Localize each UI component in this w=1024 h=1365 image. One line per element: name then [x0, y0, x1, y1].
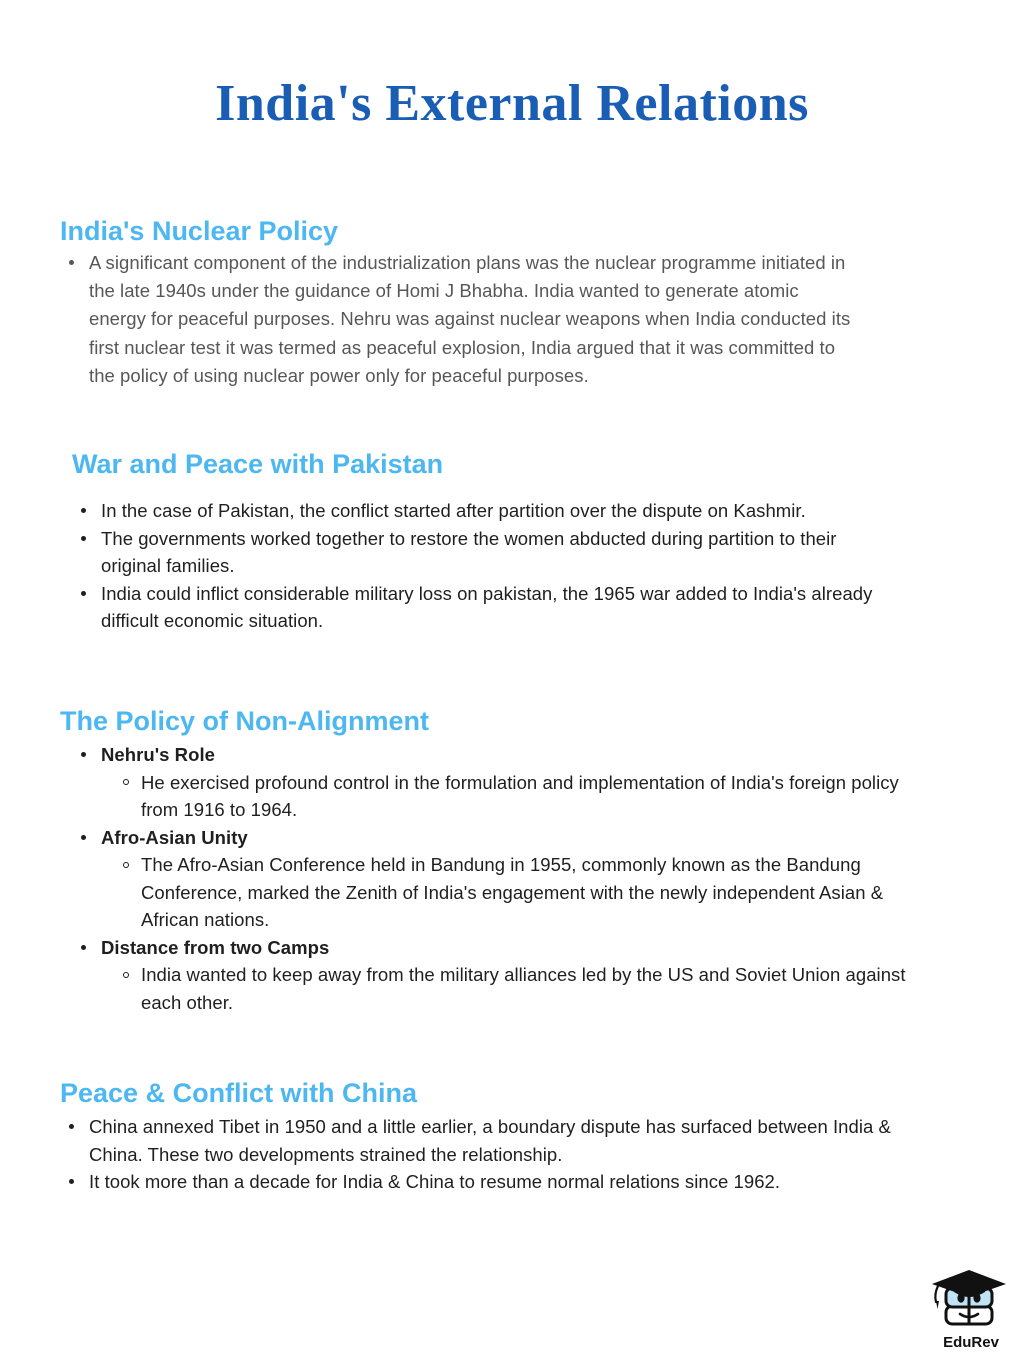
bullet-dot-icon — [69, 260, 74, 265]
sub-list-item — [120, 769, 918, 824]
bullet-dot-icon — [69, 1124, 74, 1129]
bullet-dot-icon — [69, 1179, 74, 1184]
list-item-text: India could inflict considerable military loss on pakistan, the 1965 war added to India's already difficult economic situation. — [101, 582, 873, 631]
list-war-and-peace-with-pakistan — [78, 497, 888, 635]
sub-list-item-text: The Afro-Asian Conference held in Bandung in 1955, commonly known as the Bandung Conference, marked the Zenith of India's engagement with the newly independent Asian & African nations. — [141, 854, 884, 930]
sub-list-item-text: India wanted to keep away from the military alliances led by the US and Soviet Union against each other. — [141, 964, 906, 1013]
bullet-dot-icon — [81, 752, 86, 757]
list-item — [78, 525, 888, 580]
section-heading-policy-of-non-alignment: The Policy of Non-Alignment — [60, 706, 429, 737]
list-item — [78, 824, 918, 934]
list-item-text: In the case of Pakistan, the conflict started after partition over the dispute on Kashmir. — [101, 500, 806, 521]
list-item — [66, 1168, 896, 1196]
bullet-circle-icon — [123, 779, 129, 785]
bullet-dot-icon — [81, 945, 86, 950]
sub-list-item — [120, 851, 918, 934]
list-item-text: China annexed Tibet in 1950 and a little earlier, a boundary dispute has surfaced between India & China. These two developments strained the relationship. — [89, 1116, 891, 1165]
bullet-circle-icon — [123, 862, 129, 868]
list-nuclear-policy — [66, 249, 856, 390]
list-item-text: A significant component of the industrialization plans was the nuclear programme initiated in the late 1940s under the guidance of Homi J Bhabha. India wanted to generate atomic energy for peaceful purposes. Nehru was against nuclear weapons when India conducted its first nuclear test it was termed as peaceful explosion, India argued that it was committed to the policy of using nuclear power only for peaceful purposes. — [89, 252, 851, 386]
list-item-text: The governments worked together to restore the women abducted during partition to their original families. — [101, 527, 837, 576]
section-heading-peace-and-conflict-with-china: Peace & Conflict with China — [60, 1078, 418, 1109]
list-policy-of-non-alignment — [78, 741, 918, 1016]
edurev-logo — [930, 1268, 1012, 1356]
page-title: India's External Relations — [215, 74, 809, 132]
list-item — [66, 249, 856, 390]
list-item — [78, 741, 918, 824]
list-peace-and-conflict-with-china — [66, 1113, 896, 1196]
bullet-dot-icon — [81, 508, 86, 513]
list-item-text: Distance from two Camps — [101, 936, 330, 958]
edurev-logo-label: EduRev — [943, 1334, 999, 1351]
bullet-dot-icon — [81, 591, 86, 596]
sub-list — [101, 769, 918, 824]
list-item-text: Nehru's Role — [101, 744, 215, 765]
list-item — [78, 934, 918, 1017]
list-item — [66, 1113, 896, 1168]
edurev-mascot-icon — [930, 1268, 1012, 1334]
bullet-dot-icon — [81, 536, 86, 541]
bullet-circle-icon — [123, 972, 129, 978]
sub-list — [101, 961, 918, 1016]
list-item-text: Afro-Asian Unity — [101, 826, 248, 848]
bullet-dot-icon — [81, 835, 86, 840]
section-heading-nuclear-policy: India's Nuclear Policy — [60, 216, 339, 247]
list-item — [78, 580, 888, 635]
sub-list-item — [120, 961, 918, 1016]
sub-list — [101, 851, 918, 934]
list-item-text: It took more than a decade for India & China to resume normal relations since 1962. — [89, 1171, 781, 1192]
sub-list-item-text: He exercised profound control in the formulation and implementation of India's foreign policy from 1916 to 1964. — [141, 771, 899, 820]
section-heading-war-and-peace-with-pakistan: War and Peace with Pakistan — [72, 449, 444, 480]
list-item — [78, 497, 888, 525]
